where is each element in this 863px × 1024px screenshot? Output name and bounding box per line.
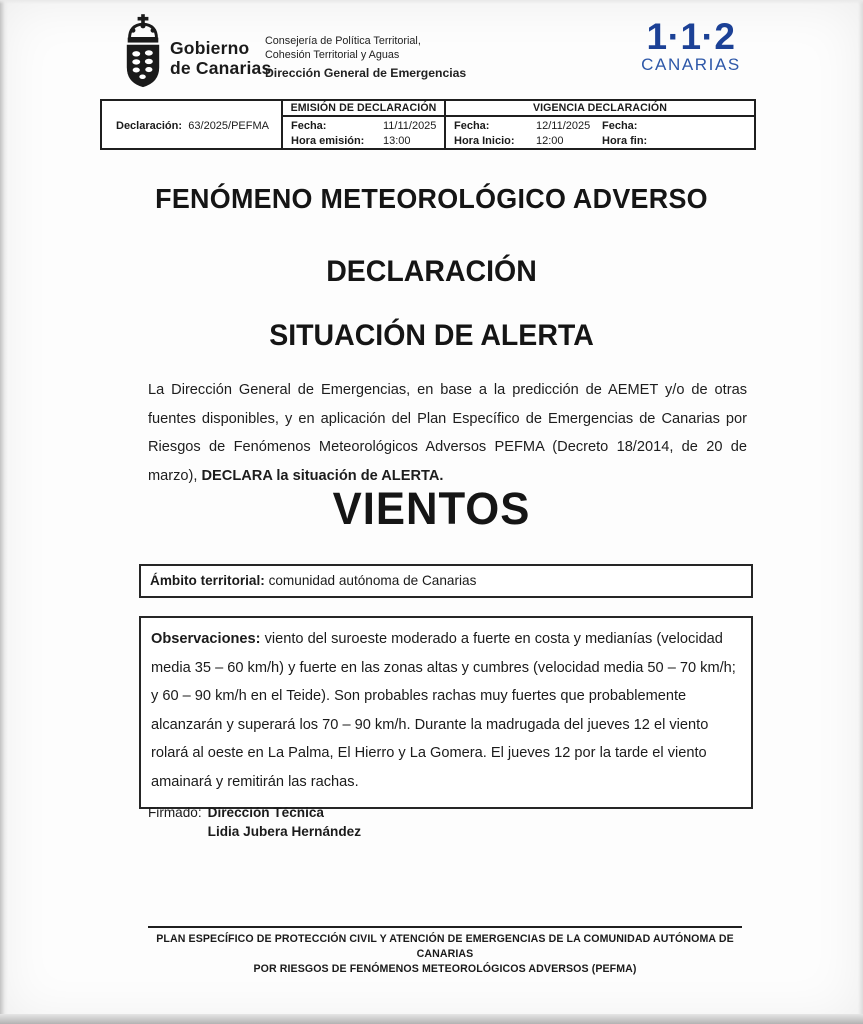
declaration-id-cell (102, 101, 281, 150)
signature-label: Firmado: (148, 805, 202, 820)
emission-hora-row (291, 134, 438, 149)
vigencia-fecha-inicio-label: Fecha: (454, 120, 490, 132)
department-name (265, 35, 421, 62)
vigencia-fecha-fin-row (602, 119, 750, 134)
declaration-meta-table (100, 99, 756, 150)
footer-line2: POR RIESGOS DE FENÓMENOS METEOROLÓGICOS ADVERSOS (PEFMA) (253, 963, 637, 975)
declaration-label: Declaración: (116, 119, 183, 132)
vigencia-hora-fin-label: Hora fin: (602, 134, 648, 147)
emission-hora-value: 13:00 (383, 134, 411, 147)
scan-edge-left (0, 0, 8, 1024)
emergency-112-number: 1·1·2 (646, 16, 736, 57)
government-name-line2: de Canarias (170, 58, 272, 78)
emergency-112-region: CANARIAS (641, 55, 741, 74)
observations-label: Observaciones: (151, 631, 261, 647)
declaration-intro-paragraph (148, 376, 747, 490)
vigencia-fecha-inicio-row (454, 119, 602, 134)
canary-islands-coat-of-arms-icon (116, 13, 170, 96)
department-line1: Consejería de Política Territorial, (265, 35, 421, 47)
declaration-value: 63/2025/PEFMA (188, 119, 269, 132)
scan-edge-top (0, 0, 863, 4)
vigencia-fecha-fin-label: Fecha: (602, 120, 638, 132)
territorial-scope-label: Ámbito territorial: (150, 573, 265, 588)
directorate-name: Dirección General de Emergencias (265, 66, 467, 80)
signature-name: Lidia Jubera Hernández (207, 824, 361, 839)
scan-edge-right (858, 0, 863, 1024)
vigencia-fin-subcolumn (602, 119, 750, 148)
document-title: FENÓMENO METEOROLÓGICO ADVERSO (155, 183, 708, 214)
vigencia-column (444, 101, 754, 150)
intro-declara-bold: DECLARA la situación de ALERTA. (201, 467, 444, 484)
government-name (170, 38, 271, 78)
government-name-line1: Gobierno (170, 38, 250, 58)
emission-fecha-row (291, 119, 438, 134)
emission-hora-label: Hora emisión: (291, 134, 365, 147)
observations-text: viento del suroeste moderado a fuerte en costa y medianías (velocidad media 35 – 60 km/h) y fuerte en las zonas altas y cumbres (velocidad media 50 – 70 km/h; y 60 – 90 km/h en el Teide). Son probables rachas muy fuertes que probablemente alcanzarán y superará los 70 – 90 km/h. Durante la madrugada del jueves 12 el viento rolará al oeste en La Palma, El Hierro y La Gomera. El jueves 12 por la tarde el viento amainará y remitirán las rachas. (151, 631, 736, 790)
footer-plan-title (148, 926, 742, 977)
observations-box (139, 616, 753, 809)
vigencia-fecha-inicio-value: 12/11/2025 (536, 120, 591, 132)
emergency-112-logo (638, 18, 744, 74)
declaration-title: DECLARACIÓN (326, 255, 537, 288)
emission-fecha-value: 11/11/2025 (383, 120, 437, 132)
vigencia-header: VIGENCIA DECLARACIÓN (446, 101, 754, 117)
phenomenon-title: VIENTOS (332, 483, 531, 534)
territorial-scope-box (139, 564, 753, 598)
alert-situation-title: SITUACIÓN DE ALERTA (269, 319, 594, 352)
territorial-scope-value: comunidad autónoma de Canarias (264, 573, 477, 588)
vigencia-inicio-subcolumn (454, 119, 602, 148)
vigencia-hora-inicio-row (454, 134, 602, 149)
vigencia-hora-fin-row (602, 134, 750, 149)
signature-role: Dirección Técnica (207, 805, 324, 820)
department-line2: Cohesión Territorial y Aguas (265, 48, 400, 61)
signature-block (148, 803, 361, 841)
footer-line1: PLAN ESPECÍFICO DE PROTECCIÓN CIVIL Y ATENCIÓN DE EMERGENCIAS DE LA COMUNIDAD AUTÓNOMA DE CANARIAS (156, 933, 734, 960)
intro-text: La Dirección General de Emergencias, en base a la predicción de AEMET y/o de otras fuentes disponibles, y en aplicación del Plan Específico de Emergencias de Canarias por Riesgos de Fenómenos Meteorológicos Adversos PEFMA (Decreto 18/2014, de 20 de marzo), (148, 382, 747, 484)
scan-edge-bottom (0, 1014, 863, 1024)
emission-fecha-label: Fecha: (291, 120, 327, 132)
emission-column (281, 101, 444, 150)
emission-header: EMISIÓN DE DECLARACIÓN (283, 101, 444, 117)
vigencia-hora-inicio-label: Hora Inicio: (454, 134, 515, 147)
vigencia-hora-inicio-value: 12:00 (536, 134, 564, 147)
